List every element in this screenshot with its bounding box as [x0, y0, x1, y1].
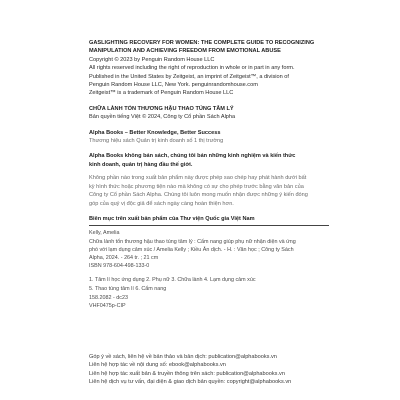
cip-subjects-line: 5. Thao túng tâm lí 6. Cẩm nang: [89, 285, 167, 292]
disclaimer-body-line: Công ty Cổ phần Sách Alpha. Chúng tôi luôn mong muốn nhận được những ý kiến đóng: [89, 192, 308, 199]
disclaimer-body-line: góp của quý vị độc giả để sách ngày càng hoàn thiện hơn.: [89, 200, 234, 207]
brand-tagline: Thương hiệu sách Quản trị kinh doanh số 1 thị trường: [89, 138, 224, 145]
contact-block: [89, 353, 329, 387]
disclaimer-bold-line: Alpha Books không bán sách, chúng tôi bán những kinh nghiệm và kiến thức: [89, 153, 296, 160]
cip-description-line: Alpha, 2024. - 264 tr. ; 21 cm: [89, 254, 159, 261]
contact-line: Liên hệ hợp tác xuất bản & truyền thông trên sách: publication@alphabooks.vn: [89, 370, 285, 377]
cip-author: Kelly, Amelia: [89, 230, 120, 237]
disclaimer-bold-line: kinh doanh, quản trị hàng đầu thế giới.: [89, 161, 193, 168]
contact-line: Liên hệ dịch vụ tư vấn, đại diện & giao dịch bản quyền: copyright@alphabooks.vn: [89, 379, 292, 386]
rights-line: All rights reserved including the right of reproduction in whole or in part in any form.: [89, 65, 295, 72]
contact-line: Liên hệ hợp tác về nội dung số: ebook@alphabooks.vn: [89, 362, 226, 369]
copyright-page: [89, 39, 329, 314]
copyright-line: Copyright © 2023 by Penguin Random House LLC: [89, 56, 215, 63]
cip-record-code: VHF0475p-CIP: [89, 302, 126, 309]
brand-slogan: Alpha Books – Better Knowledge, Better Success: [89, 129, 221, 136]
vietnamese-copyright: Bản quyền tiếng Việt © 2024, Công ty Cổ phần Sách Alpha: [89, 114, 236, 121]
cip-classification: 158.2082 - dc23: [89, 294, 128, 301]
alpha-brand-block: [89, 129, 329, 146]
disclaimer-body-line: Không phần nào trong xuất bản phẩm này được phép sao chép hay phát hành dưới bất: [89, 175, 307, 182]
cip-block: [89, 215, 329, 310]
contact-line: Góp ý về sách, liên hệ về bản thảo và bản dịch: publication@alphabooks.vn: [89, 354, 277, 360]
cip-heading: Biên mục trên xuất bản phẩm của Thư viện Quốc gia Việt Nam: [89, 215, 255, 222]
english-copyright-block: [89, 39, 329, 98]
cip-description-line: Chữa lành tổn thương hậu thao túng tâm lý : Cẩm nang giúp phụ nữ nhận diện và ứng: [89, 238, 296, 245]
publisher-line: Penguin Random House LLC, New York. penguinrandomhouse.com: [89, 82, 258, 89]
original-title-line: GASLIGHTING RECOVERY FOR WOMEN: THE COMPLETE GUIDE TO RECOGNIZING: [89, 40, 315, 46]
cip-isbn: ISBN 978-604-498-133-0: [89, 263, 150, 270]
cip-subjects-line: 1. Tâm lí học ứng dụng 2. Phụ nữ 3. Chữa lành 4. Lạm dụng cảm xúc: [89, 277, 256, 284]
vietnamese-edition-block: [89, 105, 329, 122]
disclaimer-block: [89, 152, 329, 207]
disclaimer-body-line: kỳ hình thức hoặc phương tiện nào mà không có sự cho phép trước bằng văn bản của: [89, 183, 304, 190]
cip-description-line: phó với lạm dụng cảm xúc / Amelia Kelly ; Kiều Ân dịch. - H. : Văn học ; Công ty Sách: [89, 246, 294, 253]
original-title-line: MANIPULATION AND ACHIEVING FREEDOM FROM EMOTIONAL ABUSE: [89, 48, 281, 55]
publisher-line: Published in the United States by Zeitgeist, an imprint of Zeitgeist™, a division of: [89, 73, 289, 80]
cip-divider: [89, 225, 329, 226]
trademark-line: Zeitgeist™ is a trademark of Penguin Random House LLC: [89, 90, 234, 97]
vietnamese-title: CHỮA LÀNH TỔN THƯƠNG HẬU THAO TÚNG TÂM LÝ: [89, 105, 234, 112]
